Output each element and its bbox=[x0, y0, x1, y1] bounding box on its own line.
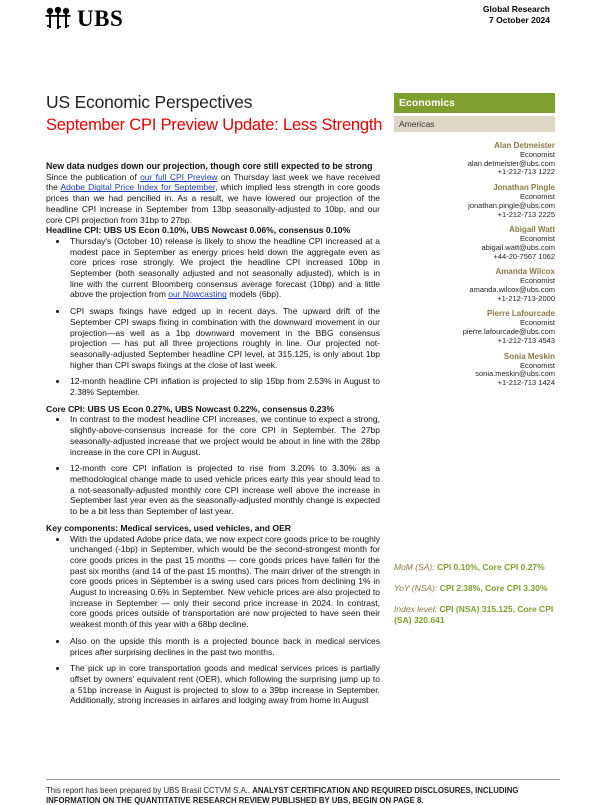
report-subtitle: September CPI Preview Update: Less Strength bbox=[46, 116, 383, 134]
analyst-email[interactable]: sonia.meskin@ubs.com bbox=[475, 369, 555, 379]
analyst-email[interactable]: abigail.watt@ubs.com bbox=[481, 242, 555, 252]
region-bar: Americas bbox=[394, 116, 555, 132]
report-title: US Economic Perspectives bbox=[46, 92, 253, 112]
intro-paragraph bbox=[46, 172, 380, 226]
stat-value: CPI (NSA) 315.125, Core CPI (SA) 320.641 bbox=[394, 604, 554, 625]
index-level-stat bbox=[394, 604, 556, 626]
bullet-item: • CPI swaps fixings have edged up in recent days. The upward drift of the September CPI swaps fixing in combination with the downward movement in our projection—as well as a 1bp downward movement in the BBG consensus projection — has put all three projections roughly in line. Our projected not-seasonally-adjusted September headline CPI level, at 315.125, is only about 1bp higher than CPI swaps fixings at the close of last week. bbox=[68, 306, 380, 370]
headline-cpi-heading: Headline CPI: UBS US Econ 0.10%, UBS Nowcast 0.06%, consensus 0.10% bbox=[46, 225, 351, 236]
ubs-wordmark: UBS bbox=[77, 6, 124, 31]
analyst-email[interactable]: jonathan.pingle@ubs.com bbox=[468, 200, 555, 210]
report-header bbox=[483, 4, 550, 26]
disclosure-footer bbox=[46, 779, 560, 805]
report-body bbox=[46, 161, 380, 712]
section-bar: Economics bbox=[394, 93, 555, 113]
analyst-name: Abigail Watt bbox=[509, 225, 555, 235]
analyst-name: Sonia Meskin bbox=[503, 351, 555, 361]
analyst-email[interactable]: alan.detmeister@ubs.com bbox=[467, 158, 555, 168]
stat-label: Index level: bbox=[394, 604, 437, 614]
analyst-email[interactable]: amanda.wilcox@ubs.com bbox=[469, 285, 555, 295]
analyst-phone: +1-212-713-2000 bbox=[497, 293, 555, 303]
report-date: 7 October 2024 bbox=[489, 15, 550, 25]
bullet-text: models (6bp). bbox=[226, 289, 282, 300]
lead-heading: New data nudges down our projection, though core still expected to be strong bbox=[46, 161, 373, 171]
intro-text: , which implied less strength in core goods prices than we had pencilled in. As a result, we have lowered our projection of the headline CPI increase in September from 13bp seasonally-adjusted to 10bp, and our core CPI projection from 31bp to 27bp. bbox=[46, 182, 380, 225]
stat-value: CPI 2.38%, Core CPI 3.30% bbox=[439, 583, 548, 593]
cpi-preview-link[interactable]: our full CPI Preview bbox=[140, 171, 218, 182]
analyst-name: Pierre Lafourcade bbox=[486, 309, 555, 319]
bullet-text: Thursday's (October 10) release is likely to show the headline CPI increased at a modest pace in September as energy prices held down the aggregate even as core prices rose strongly. We project the headline CPI increased 10bp in September (both seasonally adjusted and not seasonally adjusted), which is in line with the current Bloomberg consensus average forecast (10bp) and a little above the projection from bbox=[70, 235, 380, 300]
analyst-role: Economist bbox=[519, 150, 555, 159]
key-bullets bbox=[46, 534, 380, 707]
bullet-item bbox=[68, 236, 380, 300]
stat-label: YoY (NSA): bbox=[394, 583, 438, 593]
analyst-card bbox=[394, 309, 555, 345]
analyst-role: Economist bbox=[519, 360, 555, 370]
analyst-list bbox=[394, 141, 555, 394]
bullet-item: • The pick up in core transportation goods and medical services prices is partially offset by owners' equivalent rent (OER), which following the surprising jump up to a 51bp increase in August is projected to slow to a 39bp increase in September. Additionally, strong increases in airfares and lodging away from home in August bbox=[68, 663, 380, 706]
headline-bullets bbox=[46, 236, 380, 398]
intro-text: on Thursday last week we have received the bbox=[46, 171, 380, 193]
projection-summary bbox=[394, 562, 556, 636]
analyst-card bbox=[394, 141, 555, 177]
analyst-name: Jonathan Pingle bbox=[493, 183, 555, 193]
bullet-item: • 12-month headline CPI inflation is projected to slip 15bp from 2.53% in August to 2.38% September. bbox=[68, 376, 380, 397]
bullet-item: • In contrast to the modest headline CPI increases, we continue to expect a strong, slightly-above-consensus increase for the core CPI in September. The 27bp seasonally-adjusted increase that we project would be about in line with the 28bp increase in the core CPI in August. bbox=[68, 414, 380, 457]
analyst-name: Amanda Wilcox bbox=[495, 267, 555, 277]
ubs-logo bbox=[44, 6, 123, 32]
analyst-phone: +1-212-713 1424 bbox=[497, 377, 555, 387]
analyst-phone: +1-212-713 2225 bbox=[497, 209, 555, 219]
bullet-item: • With the updated Adobe price data, we now expect core goods price to be roughly unchanged (-1bp) in September, which would be the second-strongest month for core goods prices in the past 15 months — core goods prices have fallen for the past six months (and 14 of the past 15 months). The main driver of the strength in core goods prices in September is a swing used cars prices from declining 1% in August to increasing 0.6% in September. New vehicle prices are also projected to increase in September — only their second price increase in 2024. In contrast, core goods prices outside of transportation are now projected to have seen their weakest month of this year with a 68bp decline. bbox=[68, 534, 380, 630]
three-keys-icon bbox=[44, 6, 72, 32]
intro-text: Since the publication of bbox=[46, 171, 141, 182]
analyst-role: Economist bbox=[519, 276, 555, 286]
analyst-phone: +1-212-713 1222 bbox=[497, 167, 555, 177]
bullet-item: • Also on the upside this month is a projected bounce back in medical services prices after surprising declines in the past two months. bbox=[68, 636, 380, 657]
footer-disclosure: ANALYST CERTIFICATION AND REQUIRED DISCLOSURES, INCLUDING INFORMATION ON THE QUANTITATIVE RESEARCH REVIEW PUBLISHED BY UBS, BEGIN ON PAGE 8. bbox=[46, 786, 519, 805]
analyst-phone: +1-212-713 4543 bbox=[497, 335, 555, 345]
analyst-card bbox=[394, 352, 555, 388]
core-cpi-heading: Core CPI: UBS US Econ 0.27%, UBS Nowcast 0.22%, consensus 0.23% bbox=[46, 403, 334, 414]
analyst-card bbox=[394, 225, 555, 261]
key-components-heading: Key components: Medical services, used vehicles, and OER bbox=[46, 522, 292, 533]
analyst-email[interactable]: pierre.lafourcade@ubs.com bbox=[462, 327, 555, 337]
analyst-role: Economist bbox=[519, 192, 555, 202]
mom-stat bbox=[394, 562, 556, 573]
analyst-role: Economist bbox=[519, 234, 555, 244]
analyst-phone: +44-20-7567 1062 bbox=[493, 251, 555, 261]
analyst-role: Economist bbox=[519, 318, 555, 328]
stat-value: CPI 0.10%, Core CPI 0.27% bbox=[437, 562, 545, 572]
adobe-index-link[interactable]: Adobe Digital Price Index for September bbox=[60, 182, 216, 193]
footer-text: This report has been prepared by UBS Brasil CCTVM S.A.. bbox=[46, 786, 253, 795]
core-bullets bbox=[46, 414, 380, 516]
analyst-card bbox=[394, 183, 555, 219]
global-research-label: Global Research bbox=[482, 4, 550, 14]
yoy-stat bbox=[394, 583, 556, 594]
analyst-card bbox=[394, 267, 555, 303]
nowcasting-link[interactable]: our Nowcasting bbox=[168, 289, 227, 300]
analyst-name: Alan Detmeister bbox=[494, 141, 555, 150]
bullet-item: • 12-month core CPI inflation is projected to rise from 3.20% to 3.30% as a methodological change made to used vehicle prices early this year should lead to a not-seasonally-adjusted monthly core CPI increase well above the increase in September last year even as the seasonally-adjusted monthly change is expected to be a bit less than September of last year. bbox=[68, 463, 380, 517]
stat-label: MoM (SA): bbox=[394, 562, 435, 572]
